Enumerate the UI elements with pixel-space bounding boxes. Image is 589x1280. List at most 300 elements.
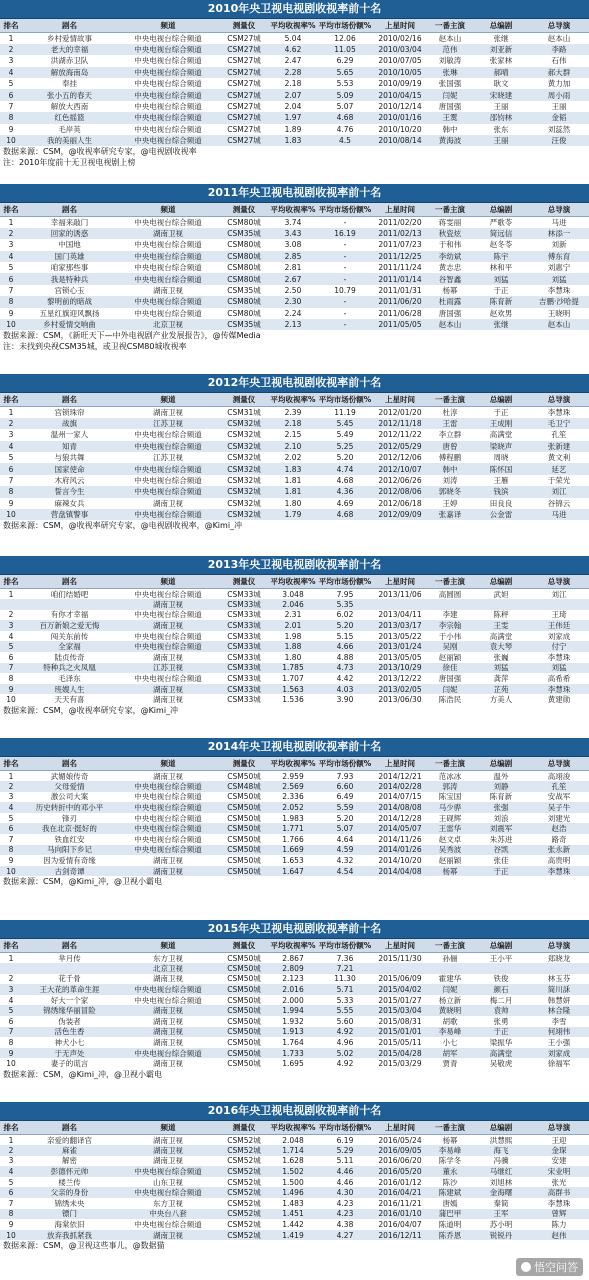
table-cell: CSM27城: [219, 78, 269, 89]
table-cell: 3.43: [269, 228, 317, 239]
table-row: [0, 429, 589, 440]
table-cell: CSM50城: [219, 1016, 269, 1027]
table-cell: 11.30: [317, 974, 373, 985]
table-cell: 严歌苓: [473, 217, 529, 228]
ranking-section: [0, 738, 589, 887]
table-cell: 赵浩: [529, 823, 589, 834]
table-cell: 黄志忠: [427, 262, 473, 273]
table-cell: 2.052: [269, 802, 317, 813]
table-cell: 张佳: [473, 855, 529, 866]
table-cell: 湖南卫视: [117, 866, 219, 877]
table-cell: 赵伟: [529, 1230, 589, 1241]
table-cell: 有你才幸福: [22, 610, 117, 621]
table-cell: CSM50城: [219, 1037, 269, 1048]
table-cell: CSM33城: [219, 684, 269, 695]
table-cell: 2: [0, 418, 22, 429]
table-cell: 2014/02/28: [373, 781, 427, 792]
table-cell: -: [317, 273, 373, 284]
table-cell: 中央电视台综合频道: [117, 610, 219, 621]
table-row: [0, 1166, 589, 1177]
column-header: 总编剧: [473, 939, 529, 953]
table-row: [0, 67, 589, 78]
table-cell: 1.785: [269, 663, 317, 674]
table-cell: 郝大群: [529, 67, 589, 78]
table-cell: 2015/01/27: [373, 995, 427, 1006]
table-cell: 2: [0, 974, 22, 985]
column-header: 一番主演: [427, 203, 473, 217]
table-cell: 3.08: [269, 239, 317, 250]
table-cell: 老大的幸福: [22, 44, 117, 55]
table-row: [0, 285, 589, 296]
table-cell: CSM33城: [219, 663, 269, 674]
table-cell: 锦绣未央: [22, 1198, 117, 1209]
ranking-table: [0, 939, 589, 1069]
table-cell: 6: [0, 273, 22, 284]
table-cell: 10: [0, 866, 22, 877]
column-header: 总编剧: [473, 19, 529, 33]
table-cell: 5.04: [269, 33, 317, 44]
column-header: 上星时间: [373, 757, 427, 771]
table-cell: 2016/01/12: [373, 1177, 427, 1188]
table-cell: 韩中: [427, 124, 473, 135]
column-header: 一番主演: [427, 575, 473, 589]
table-cell: 江苏卫视: [117, 418, 219, 429]
table-cell: 闫妮: [427, 984, 473, 995]
table-cell: 延艺: [529, 463, 589, 474]
table-cell: 3.90: [317, 694, 373, 705]
table-cell: 妻子的谎言: [22, 1058, 117, 1069]
table-cell: 1: [0, 1135, 22, 1146]
table-cell: 2010/07/05: [373, 55, 427, 66]
table-cell: 6.29: [317, 55, 373, 66]
table-cell: 高圆圆: [427, 589, 473, 600]
table-cell: CSM80城: [219, 262, 269, 273]
table-cell: 1.88: [269, 641, 317, 652]
column-header: 频道: [117, 757, 219, 771]
table-cell: 陈秤: [473, 610, 529, 621]
column-header: 上星时间: [373, 575, 427, 589]
table-cell: 6.60: [317, 781, 373, 792]
table-cell: 锦绣缘华丽冒险: [22, 1005, 117, 1016]
table-cell: CSM27城: [219, 44, 269, 55]
table-cell: 王霙: [427, 112, 473, 123]
table-row: [0, 684, 589, 695]
table-row: [0, 1156, 589, 1167]
table-cell: 温外: [473, 771, 529, 782]
table-row: [0, 228, 589, 239]
table-cell: 中央电视台综合频道: [117, 441, 219, 452]
table-cell: 张巍: [473, 652, 529, 663]
column-header: 平均市场份额%: [317, 19, 373, 33]
table-row: [0, 1187, 589, 1198]
table-row: [0, 308, 589, 319]
column-header: 剧名: [22, 757, 117, 771]
table-cell: [529, 599, 589, 610]
table-cell: CSM32城: [219, 486, 269, 497]
table-cell: 5.07: [317, 823, 373, 834]
table-cell: 高满堂: [473, 429, 529, 440]
table-cell: 中央电视台综合频道: [117, 834, 219, 845]
ranking-section: [0, 1102, 589, 1251]
table-cell: 2.046: [269, 599, 317, 610]
column-header: 测量仪: [219, 939, 269, 953]
table-cell: 咱家那些事: [22, 262, 117, 273]
column-header: 一番主演: [427, 939, 473, 953]
table-row: [0, 641, 589, 652]
table-cell: 于和伟: [427, 239, 473, 250]
table-cell: 1.764: [269, 1037, 317, 1048]
table-cell: -: [317, 262, 373, 273]
table-cell: 汪俊: [529, 135, 589, 146]
table-cell: 5.59: [317, 802, 373, 813]
table-cell: 范伟: [427, 44, 473, 55]
table-cell: 唐国强: [427, 308, 473, 319]
table-cell: 马进: [529, 509, 589, 520]
table-cell: 高贵明: [529, 855, 589, 866]
table-cell: 李易峰: [427, 1027, 473, 1038]
table-cell: 陈学冬: [427, 1156, 473, 1167]
table-cell: 周小雨: [529, 89, 589, 100]
table-cell: 湖南卫视: [117, 285, 219, 296]
column-header: 上星时间: [373, 393, 427, 407]
table-cell: 王雯: [473, 620, 529, 631]
table-cell: 赵欢男: [473, 308, 529, 319]
table-cell: [373, 963, 427, 974]
table-row: [0, 1048, 589, 1059]
table-cell: -: [317, 251, 373, 262]
table-row: [0, 78, 589, 89]
table-cell: CSM31城: [219, 407, 269, 418]
table-cell: CSM50城: [219, 953, 269, 964]
table-cell: 2014/08/08: [373, 802, 427, 813]
table-cell: 1.563: [269, 684, 317, 695]
data-source: 数据来源：CSM，@Kimi_冲，@卫视小霸电: [3, 877, 163, 887]
column-header: 平均市场份额%: [317, 393, 373, 407]
table-cell: 7: [0, 1198, 22, 1209]
table-cell: 胡军: [427, 1048, 473, 1059]
table-cell: 乡村爱情交响曲: [22, 319, 117, 330]
table-cell: 温州一家人: [22, 429, 117, 440]
table-cell: 赵丽颖: [427, 652, 473, 663]
table-cell: 4.92: [317, 1027, 373, 1038]
table-cell: 林添一: [529, 228, 589, 239]
table-cell: 陈建斌: [427, 1187, 473, 1198]
table-cell: 中央电视台综合频道: [117, 475, 219, 486]
table-row: [0, 407, 589, 418]
table-cell: CSM33城: [219, 599, 269, 610]
table-cell: CSM27城: [219, 55, 269, 66]
table-cell: 杜雨露: [427, 296, 473, 307]
table-cell: 谷凯: [473, 845, 529, 856]
table-row: [0, 463, 589, 474]
table-cell: 霍建华: [427, 974, 473, 985]
table-cell: 7: [0, 101, 22, 112]
table-row: [0, 296, 589, 307]
table-cell: 2: [0, 781, 22, 792]
table-cell: 2011/07/23: [373, 239, 427, 250]
table-cell: 郭晓冬: [427, 486, 473, 497]
table-cell: 湖南卫视: [117, 407, 219, 418]
table-cell: 2013/10/29: [373, 663, 427, 674]
table-row: [0, 984, 589, 995]
table-cell: 2015/05/11: [373, 1037, 427, 1048]
table-cell: 刘旭林: [473, 1177, 529, 1188]
section-title: 2014年央卫视电视剧收视率前十名: [0, 738, 589, 757]
table-cell: 1.98: [269, 631, 317, 642]
table-row: [0, 953, 589, 964]
table-cell: 1: [0, 771, 22, 782]
table-cell: 林合隆: [529, 1005, 589, 1016]
table-cell: 唐国强: [427, 673, 473, 684]
table-cell: 父亲的身份: [22, 1187, 117, 1198]
table-cell: 湖南卫视: [117, 620, 219, 631]
ranking-table: [0, 575, 589, 705]
table-cell: 湖南卫视: [117, 228, 219, 239]
table-row: [0, 792, 589, 803]
table-cell: 2.31: [269, 610, 317, 621]
table-cell: 王雁: [473, 475, 529, 486]
data-source: 数据来源：CSM，《新旺天下—中外电视剧产业发展报告》，@传媒Media: [3, 331, 261, 341]
table-cell: 张勇: [473, 1016, 529, 1027]
table-cell: [473, 963, 529, 974]
table-cell: 5: [0, 641, 22, 652]
column-header: 频道: [117, 1121, 219, 1135]
table-cell: 曾辉: [529, 1209, 589, 1220]
data-source: 数据来源：CSM，@Kimi_冲，@卫视小霸电: [3, 1070, 163, 1080]
ranking-section: [0, 184, 589, 352]
table-cell: 伪装者: [22, 1016, 117, 1027]
table-cell: 小七: [427, 1037, 473, 1048]
table-cell: 2010/01/16: [373, 112, 427, 123]
table-cell: 1.81: [269, 486, 317, 497]
table-cell: CSM50城: [219, 974, 269, 985]
table-cell: 闫妮: [427, 684, 473, 695]
table-cell: 马继红: [473, 1166, 529, 1177]
table-cell: 刘敏涛: [427, 55, 473, 66]
table-cell: 李慧珠: [529, 866, 589, 877]
table-cell: 7.21: [317, 963, 373, 974]
table-cell: 中央电视台综合频道: [117, 33, 219, 44]
table-cell: 10.79: [317, 285, 373, 296]
table-cell: 1.536: [269, 694, 317, 705]
column-header: 总导演: [529, 575, 589, 589]
column-header: 总编剧: [473, 203, 529, 217]
table-cell: 王小平: [473, 953, 529, 964]
table-cell: CSM48城: [219, 781, 269, 792]
table-cell: 2013/01/24: [373, 641, 427, 652]
table-cell: 2014/07/15: [373, 792, 427, 803]
table-cell: -: [317, 296, 373, 307]
table-cell: 金韬: [529, 112, 589, 123]
table-cell: 宋晓建: [473, 89, 529, 100]
table-cell: 2015/04/02: [373, 984, 427, 995]
table-row: [0, 475, 589, 486]
table-cell: 1.80: [269, 652, 317, 663]
table-row: [0, 834, 589, 845]
table-cell: -: [317, 319, 373, 330]
table-cell: 湖南卫视: [117, 974, 219, 985]
table-row: [0, 1219, 589, 1230]
table-cell: 王丽: [473, 101, 529, 112]
table-cell: 1.83: [269, 135, 317, 146]
table-cell: 赵文卓: [427, 834, 473, 845]
column-header: 排名: [0, 757, 22, 771]
table-cell: 中国地: [22, 239, 117, 250]
table-cell: 2011/02/13: [373, 228, 427, 239]
table-cell: 麻雀: [22, 1145, 117, 1156]
table-cell: 1.483: [269, 1198, 317, 1209]
table-cell: 10: [0, 509, 22, 520]
table-cell: 北京卫视: [117, 319, 219, 330]
table-cell: 湖南卫视: [117, 771, 219, 782]
table-cell: 乡村爱情故事: [22, 33, 117, 44]
table-cell: 王伟廷: [529, 620, 589, 631]
table-cell: 4.68: [317, 475, 373, 486]
table-cell: CSM32城: [219, 441, 269, 452]
column-header: 测量仪: [219, 203, 269, 217]
table-cell: 5.20: [317, 620, 373, 631]
table-cell: 2.47: [269, 55, 317, 66]
table-cell: 王丽: [529, 101, 589, 112]
table-cell: 刘家成: [529, 631, 589, 642]
table-cell: 4.88: [317, 652, 373, 663]
table-cell: 于正: [473, 407, 529, 418]
table-cell: 赵本山: [427, 33, 473, 44]
table-cell: CSM50城: [219, 855, 269, 866]
column-header: 平均收视率%: [269, 939, 317, 953]
table-cell: 湖南卫视: [117, 1230, 219, 1241]
table-row: [0, 1016, 589, 1027]
table-cell: 谷智鑫: [427, 273, 473, 284]
table-row: [0, 498, 589, 509]
table-cell: 韩中: [427, 463, 473, 474]
table-cell: 2: [0, 1145, 22, 1156]
table-cell: CSM52城: [219, 1187, 269, 1198]
table-row: [0, 866, 589, 877]
table-cell: 洪慧熙: [473, 1135, 529, 1146]
table-cell: 北京卫视: [117, 963, 219, 974]
table-cell: 1.79: [269, 509, 317, 520]
table-row: [0, 1145, 589, 1156]
table-cell: 李建: [427, 610, 473, 621]
table-cell: CSM27城: [219, 124, 269, 135]
table-cell: 颜石: [473, 984, 529, 995]
table-cell: 7: [0, 834, 22, 845]
table-cell: 天天有喜: [22, 694, 117, 705]
table-row: [0, 781, 589, 792]
table-cell: 中央电视台综合频道: [117, 296, 219, 307]
table-cell: 王成刚: [473, 418, 529, 429]
column-header: 测量仪: [219, 393, 269, 407]
table-cell: 2015/08/31: [373, 1016, 427, 1027]
table-cell: 2014/12/28: [373, 813, 427, 824]
column-header: 上星时间: [373, 203, 427, 217]
table-cell: 1.695: [269, 1058, 317, 1069]
table-cell: 4: [0, 802, 22, 813]
table-cell: 放弃我抓紧我: [22, 1230, 117, 1241]
table-cell: CSM50城: [219, 1005, 269, 1016]
table-cell: 王大花的革命生涯: [22, 984, 117, 995]
table-cell: 2.18: [269, 78, 317, 89]
table-cell: 国家使命: [22, 463, 117, 474]
table-cell: 5.60: [317, 1016, 373, 1027]
table-cell: 1.97: [269, 112, 317, 123]
table-cell: 2.28: [269, 67, 317, 78]
table-cell: CSM50城: [219, 823, 269, 834]
table-cell: 黄文利: [529, 452, 589, 463]
column-header: 总导演: [529, 1121, 589, 1135]
table-cell: 誓言今生: [22, 486, 117, 497]
table-cell: 湖南卫视: [117, 1016, 219, 1027]
table-cell: 4.36: [317, 486, 373, 497]
table-cell: 8: [0, 112, 22, 123]
table-cell: 石伟: [529, 55, 589, 66]
table-cell: 中央电视台综合频道: [117, 823, 219, 834]
table-cell: CSM33城: [219, 673, 269, 684]
table-cell: 6: [0, 1187, 22, 1198]
table-cell: 1.502: [269, 1166, 317, 1177]
table-cell: CSM80城: [219, 273, 269, 284]
table-cell: 2010/12/14: [373, 101, 427, 112]
column-header: 排名: [0, 19, 22, 33]
table-row: [0, 1135, 589, 1146]
table-row: [0, 217, 589, 228]
table-cell: CSM50城: [219, 802, 269, 813]
table-cell: 木府风云: [22, 475, 117, 486]
column-header: 一番主演: [427, 393, 473, 407]
table-cell: 湖南卫视: [117, 1058, 219, 1069]
table-cell: 郝晴: [473, 67, 529, 78]
table-cell: 安战军: [529, 792, 589, 803]
table-row: [0, 963, 589, 974]
table-cell: 8: [0, 673, 22, 684]
table-cell: 3: [0, 1156, 22, 1167]
table-cell: 中央电视台综合频道: [117, 262, 219, 273]
table-cell: 1: [0, 589, 22, 600]
table-row: [0, 974, 589, 985]
table-cell: 2011/06/28: [373, 308, 427, 319]
table-cell: CSM32城: [219, 429, 269, 440]
table-cell: 2016/01/10: [373, 1209, 427, 1220]
table-cell: 1.669: [269, 845, 317, 856]
table-cell: CSM50城: [219, 866, 269, 877]
watermark: [516, 1258, 583, 1276]
table-cell: 8: [0, 1037, 22, 1048]
table-cell: 孔笙: [529, 781, 589, 792]
table-cell: 16.19: [317, 228, 373, 239]
table-cell: 赵本山: [529, 33, 589, 44]
table-cell: 古剑奇谭: [22, 866, 117, 877]
table-cell: CSM52城: [219, 1156, 269, 1167]
table-cell: 张继: [473, 319, 529, 330]
table-cell: 4.32: [317, 855, 373, 866]
table-row: [0, 319, 589, 330]
table-cell: 5.11: [317, 1156, 373, 1167]
table-cell: CSM32城: [219, 463, 269, 474]
table-cell: 2014/12/21: [373, 771, 427, 782]
table-cell: 黄海波: [427, 135, 473, 146]
table-cell: 陈道明: [427, 1219, 473, 1230]
table-cell: 徐福军: [529, 1058, 589, 1069]
table-cell: 2.10: [269, 441, 317, 452]
table-cell: 杜淳: [427, 407, 473, 418]
table-cell: 中央电视台综合频道: [117, 273, 219, 284]
table-cell: 4.23: [317, 1209, 373, 1220]
table-cell: 山东卫视: [117, 1177, 219, 1188]
table-cell: 2.85: [269, 251, 317, 262]
table-cell: 2.18: [269, 418, 317, 429]
table-cell: 李立群: [427, 429, 473, 440]
